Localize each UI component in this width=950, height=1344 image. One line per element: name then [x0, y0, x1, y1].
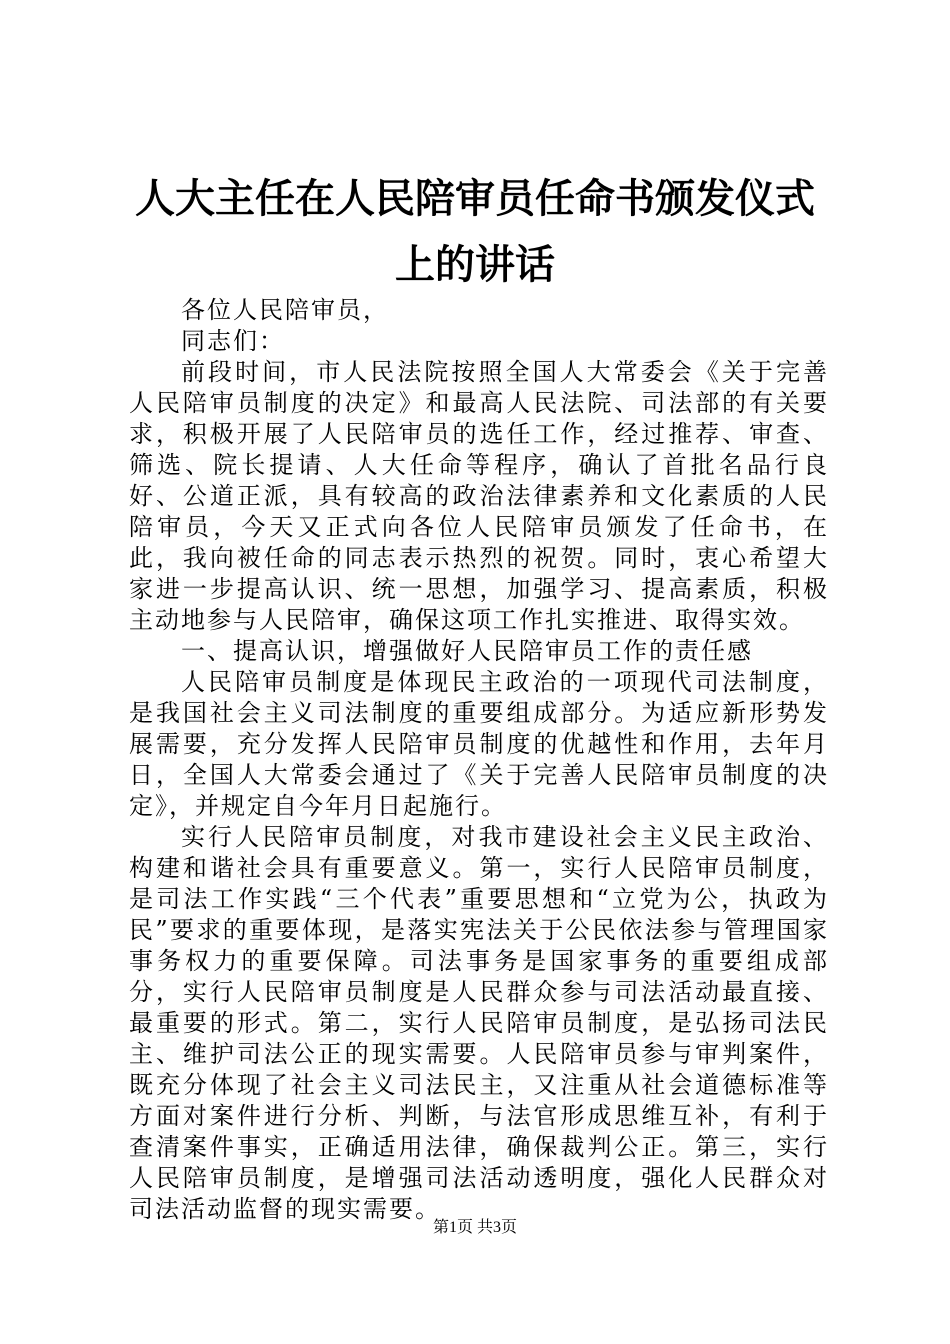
salutation-line-2: 同志们： [181, 327, 285, 355]
section-heading-1: 一、提高认识，增强做好人民陪审员工作的责任感 [181, 637, 753, 665]
document-body [129, 295, 829, 1225]
paragraph-system-overview: 人民陪审员制度是体现民主政治的一项现代司法制度，是我国社会主义司法制度的重要组成部分。为适应新形势发展需要，充分发挥人民陪审员制度的优越性和作用，去年月日，全国人大常委会通过了《关于完善人民陪审员制度的决定》，并规定自今年月日起施行。 [129, 668, 829, 820]
page-footer: 第1页 共3页 [432, 1219, 517, 1236]
document-title: 人大主任在人民陪审员任命书颁发仪式上的讲话 [135, 175, 815, 288]
paragraph-significance: 实行人民陪审员制度，对我市建设社会主义民主政治、构建和谐社会具有重要意义。第一，实行人民陪审员制度，是司法工作实践“三个代表”重要思想和“立党为公，执政为民”要求的重要体现，是落实宪法关于公民依法参与管理国家事务权力的重要保障。司法事务是国家事务的重要组成部分，实行人民陪审员制度是人民群众参与司法活动最直接、最重要的形式。第二，实行人民陪审员制度，是弘扬司法民主、维护司法公正的现实需要。人民陪审员参与审判案件，既充分体现了社会主义司法民主，又注重从社会道德标准等方面对案件进行分析、判断，与法官形成思维互补，有利于查清案件事实，正确适用法律，确保裁判公正。第三，实行人民陪审员制度，是增强司法活动透明度，强化人民群众对司法活动监督的现实需要。 [129, 823, 829, 1223]
paragraph-intro: 前段时间，市人民法院按照全国人大常委会《关于完善人民陪审员制度的决定》和最高人民法院、司法部的有关要求，积极开展了人民陪审员的选任工作，经过推荐、审查、筛选、院长提请、人大任命等程序，确认了首批名品行良好、公道正派，具有较高的政治法律素养和文化素质的人民陪审员，今天又正式向各位人民陪审员颁发了任命书，在此，我向被任命的同志表示热烈的祝贺。同时，衷心希望大家进一步提高认识、统一思想，加强学习、提高素质，积极主动地参与人民陪审，确保这项工作扎实推进、取得实效。 [129, 358, 829, 634]
salutation-line-1: 各位人民陪审员， [181, 296, 389, 324]
